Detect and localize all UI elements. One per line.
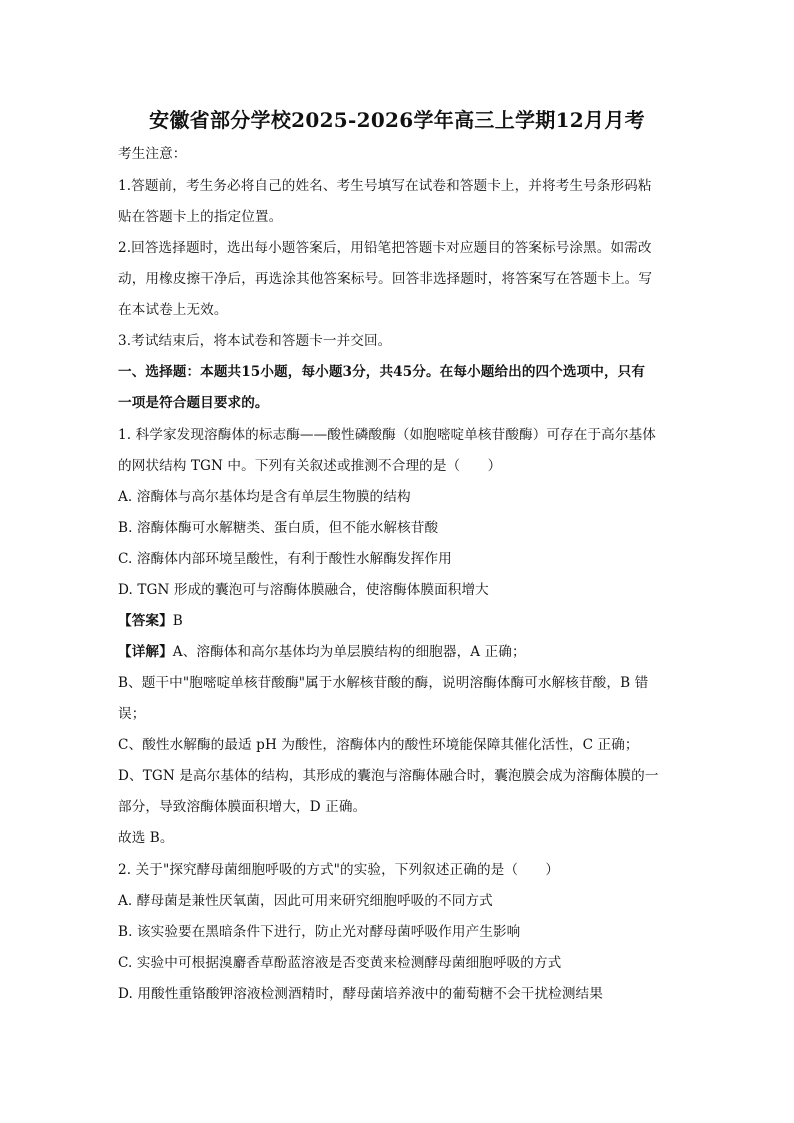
question-2-option-a: A. 酵母菌是兼性厌氧菌，因此可用来研究细胞呼吸的不同方式 <box>118 893 493 909</box>
detail-label: 【详解】 <box>118 644 173 660</box>
question-2-stem: 2. 关于"探究酵母菌细胞呼吸的方式"的实验，下列叙述正确的是（ ） <box>118 862 560 878</box>
question-1-answer <box>118 612 183 630</box>
question-1-option-b: B. 溶酶体酶可水解糖类、蛋白质，但不能水解核苷酸 <box>118 520 439 536</box>
notice-item-2-line-3: 在本试卷上无效。 <box>118 302 228 318</box>
notice-heading: 考生注意： <box>118 146 187 162</box>
question-1-option-a: A. 溶酶体与高尔基体均是含有单层生物膜的结构 <box>118 489 411 505</box>
detail-text-1: A、溶酶体和高尔基体均为单层膜结构的细胞器，A 正确； <box>172 644 526 660</box>
question-1-detail-line-5: D、TGN 是高尔基体的结构，其形成的囊泡与溶酶体融合时，囊泡膜会成为溶酶体膜的一 <box>118 768 659 784</box>
notice-item-2-line-2: 动，用橡皮擦干净后，再选涂其他答案标号。回答非选择题时，将答案写在答题卡上。写 <box>118 271 653 287</box>
question-2-option-d: D. 用酸性重铬酸钾溶液检测酒精时，酵母菌培养液中的葡萄糖不会干扰检测结果 <box>118 986 603 1002</box>
question-1-conclusion: 故选 B。 <box>118 830 174 846</box>
question-1-detail-line-1 <box>118 643 526 661</box>
question-1-detail-line-4: C、酸性水解酶的最适 pH 为酸性，溶酶体内的酸性环境能保障其催化活性，C 正确； <box>118 737 639 753</box>
exam-title: 安徽省部分学校2025-2026学年高三上学期12月月考 <box>149 108 645 132</box>
section-heading-line-2: 一项是符合题目要求的。 <box>118 395 269 411</box>
question-1-detail-line-6: 部分，导致溶酶体膜面积增大，D 正确。 <box>118 799 367 815</box>
answer-value: B <box>172 613 183 629</box>
question-1-detail-line-3: 误； <box>118 706 146 722</box>
answer-label: 【答案】 <box>118 613 173 629</box>
question-1-option-c: C. 溶酶体内部环境呈酸性，有利于酸性水解酶发挥作用 <box>118 551 452 567</box>
question-1-stem-line-1: 1. 科学家发现溶酶体的标志酶——酸性磷酸酶（如胞嘧啶单核苷酸酶）可存在于高尔基体 <box>118 427 656 443</box>
notice-item-1-line-2: 贴在答题卡上的指定位置。 <box>118 209 283 225</box>
notice-item-3: 3.考试结束后，将本试卷和答题卡一并交回。 <box>118 333 392 349</box>
question-2-option-b: B. 该实验要在黑暗条件下进行，防止光对酵母菌呼吸作用产生影响 <box>118 924 521 940</box>
notice-item-2-line-1: 2.回答选择题时，选出每小题答案后，用铅笔把答题卡对应题目的答案标号涂黑。如需改 <box>118 240 652 256</box>
section-heading-line-1: 一、选择题：本题共15小题，每小题3分，共45分。在每小题给出的四个选项中，只有 <box>118 364 646 380</box>
notice-item-1-line-1: 1.答题前，考生务必将自己的姓名、考生号填写在试卷和答题卡上，并将考生号条形码粘 <box>118 178 652 194</box>
question-2-option-c: C. 实验中可根据溴麝香草酚蓝溶液是否变黄来检测酵母菌细胞呼吸的方式 <box>118 955 562 971</box>
question-1-detail-line-2: B、题干中"胞嘧啶单核苷酸酶"属于水解核苷酸的酶，说明溶酶体酶可水解核苷酸，B 错 <box>118 675 649 691</box>
question-1-stem-line-2: 的网状结构 TGN 中。下列有关叙述或推测不合理的是（ ） <box>118 458 502 474</box>
question-1-option-d: D. TGN 形成的囊泡可与溶酶体膜融合，使溶酶体膜面积增大 <box>118 582 489 598</box>
